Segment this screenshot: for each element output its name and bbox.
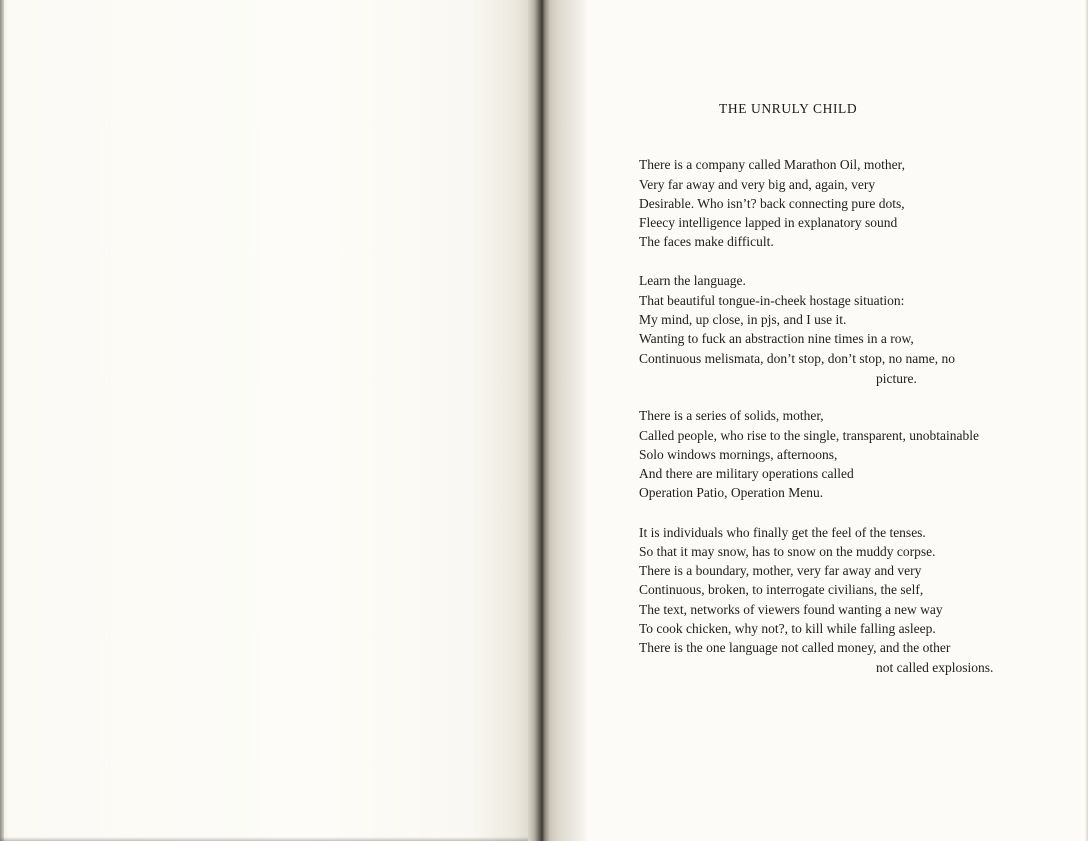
poem-line: Operation Patio, Operation Menu. <box>639 485 824 500</box>
left-page-edge <box>0 0 4 841</box>
poem-line: There is a series of solids, mother, <box>639 408 824 423</box>
poem-line: To cook chicken, why not?, to kill while falling asleep. <box>639 621 936 636</box>
poem-line: Learn the language. <box>639 273 746 288</box>
left-page-blank <box>0 0 536 841</box>
poem-title: THE UNRULY CHILD <box>719 101 858 116</box>
book-gutter <box>528 0 588 841</box>
poem-line: The faces make difficult. <box>639 234 774 249</box>
poem-line: Desirable. Who isn’t? back connecting pure dots, <box>639 196 905 211</box>
poem-line: That beautiful tongue-in-cheek hostage situation: <box>639 293 905 308</box>
poem-line: My mind, up close, in pjs, and I use it. <box>639 312 847 327</box>
poem-line: Continuous melismata, don’t stop, don’t stop, no name, no <box>639 351 955 366</box>
poem-line: Called people, who rise to the single, transparent, unobtainable <box>639 428 980 443</box>
poem-line: Continuous, broken, to interrogate civilians, the self, <box>639 582 924 597</box>
poem-line: The text, networks of viewers found wanting a new way <box>639 602 943 617</box>
left-page-bottom-shadow <box>0 837 536 841</box>
poem-line: Solo windows mornings, afternoons, <box>639 447 838 462</box>
poem-line: There is a boundary, mother, very far away and very <box>639 563 922 578</box>
poem-line-continuation: not called explosions. <box>876 660 994 675</box>
poem-line: Fleecy intelligence lapped in explanatory sound <box>639 215 898 230</box>
poem-line: It is individuals who finally get the feel of the tenses. <box>639 525 926 540</box>
poem-line-continuation: picture. <box>876 371 917 386</box>
poem-line: Very far away and very big and, again, very <box>639 177 876 192</box>
poem-line: And there are military operations called <box>639 466 854 481</box>
poem-line: Wanting to fuck an abstraction nine times in a row, <box>639 331 914 346</box>
poem-line: So that it may snow, has to snow on the muddy corpse. <box>639 544 936 559</box>
poem-line: There is a company called Marathon Oil, mother, <box>639 157 905 172</box>
poem-line: There is the one language not called money, and the other <box>639 640 951 655</box>
